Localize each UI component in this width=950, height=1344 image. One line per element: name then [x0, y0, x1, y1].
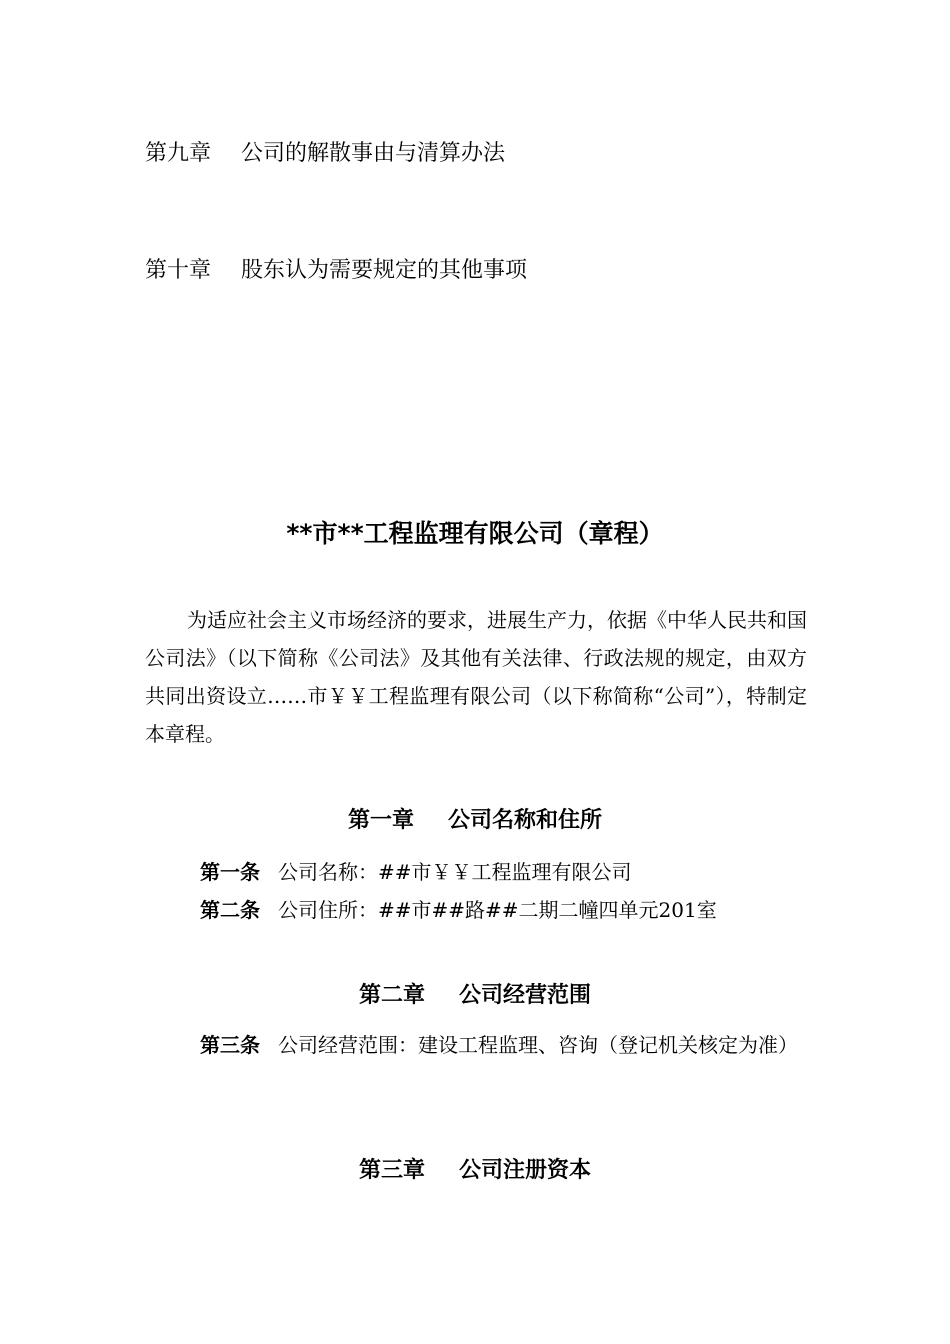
- chapter-title: 公司名称和住所: [448, 808, 603, 833]
- article-label: 第三条: [200, 1033, 260, 1057]
- chapter-number: 第三章: [358, 1158, 425, 1183]
- chapter-number: 第一章: [347, 808, 414, 833]
- article-3: [145, 1026, 807, 1064]
- toc-chapter-title: 股东认为需要规定的其他事项: [241, 258, 528, 283]
- chapter-heading-3: [0, 1153, 950, 1184]
- article-text: 公司名称：##市￥￥工程监理有限公司: [278, 860, 632, 884]
- article-text: 公司住所：##市##路##二期二幢四单元201室: [278, 898, 717, 922]
- article-label: 第一条: [200, 860, 260, 884]
- chapter-title: 公司注册资本: [459, 1158, 592, 1183]
- article-text: 公司经营范围：建设工程监理、咨询（登记机关核定为准）: [278, 1033, 798, 1057]
- toc-chapter-number: 第十章: [145, 258, 212, 283]
- document-title: **市**工程监理有限公司（章程）: [286, 519, 664, 548]
- article-1: [200, 856, 632, 885]
- preamble-paragraph: 为适应社会主义市场经济的要求，进展生产力，依据《中华人民共和国公司法》（以下简称《公司法》及其他有关法律、行政法规的规定，由双方共同出资设立……市￥￥工程监理有限公司（以下称简称“公司”），特制定本章程。: [145, 608, 807, 746]
- chapter-heading-2: [0, 978, 950, 1009]
- chapter-heading-1: [0, 803, 950, 834]
- toc-chapter-title: 公司的解散事由与清算办法: [241, 141, 506, 166]
- article-2: [200, 894, 717, 923]
- toc-chapter-number: 第九章: [145, 141, 212, 166]
- toc-entry-chapter-10: [145, 253, 527, 284]
- toc-entry-chapter-9: [145, 136, 505, 167]
- chapter-title: 公司经营范围: [459, 983, 592, 1008]
- article-label: 第二条: [200, 898, 260, 922]
- chapter-number: 第二章: [358, 983, 425, 1008]
